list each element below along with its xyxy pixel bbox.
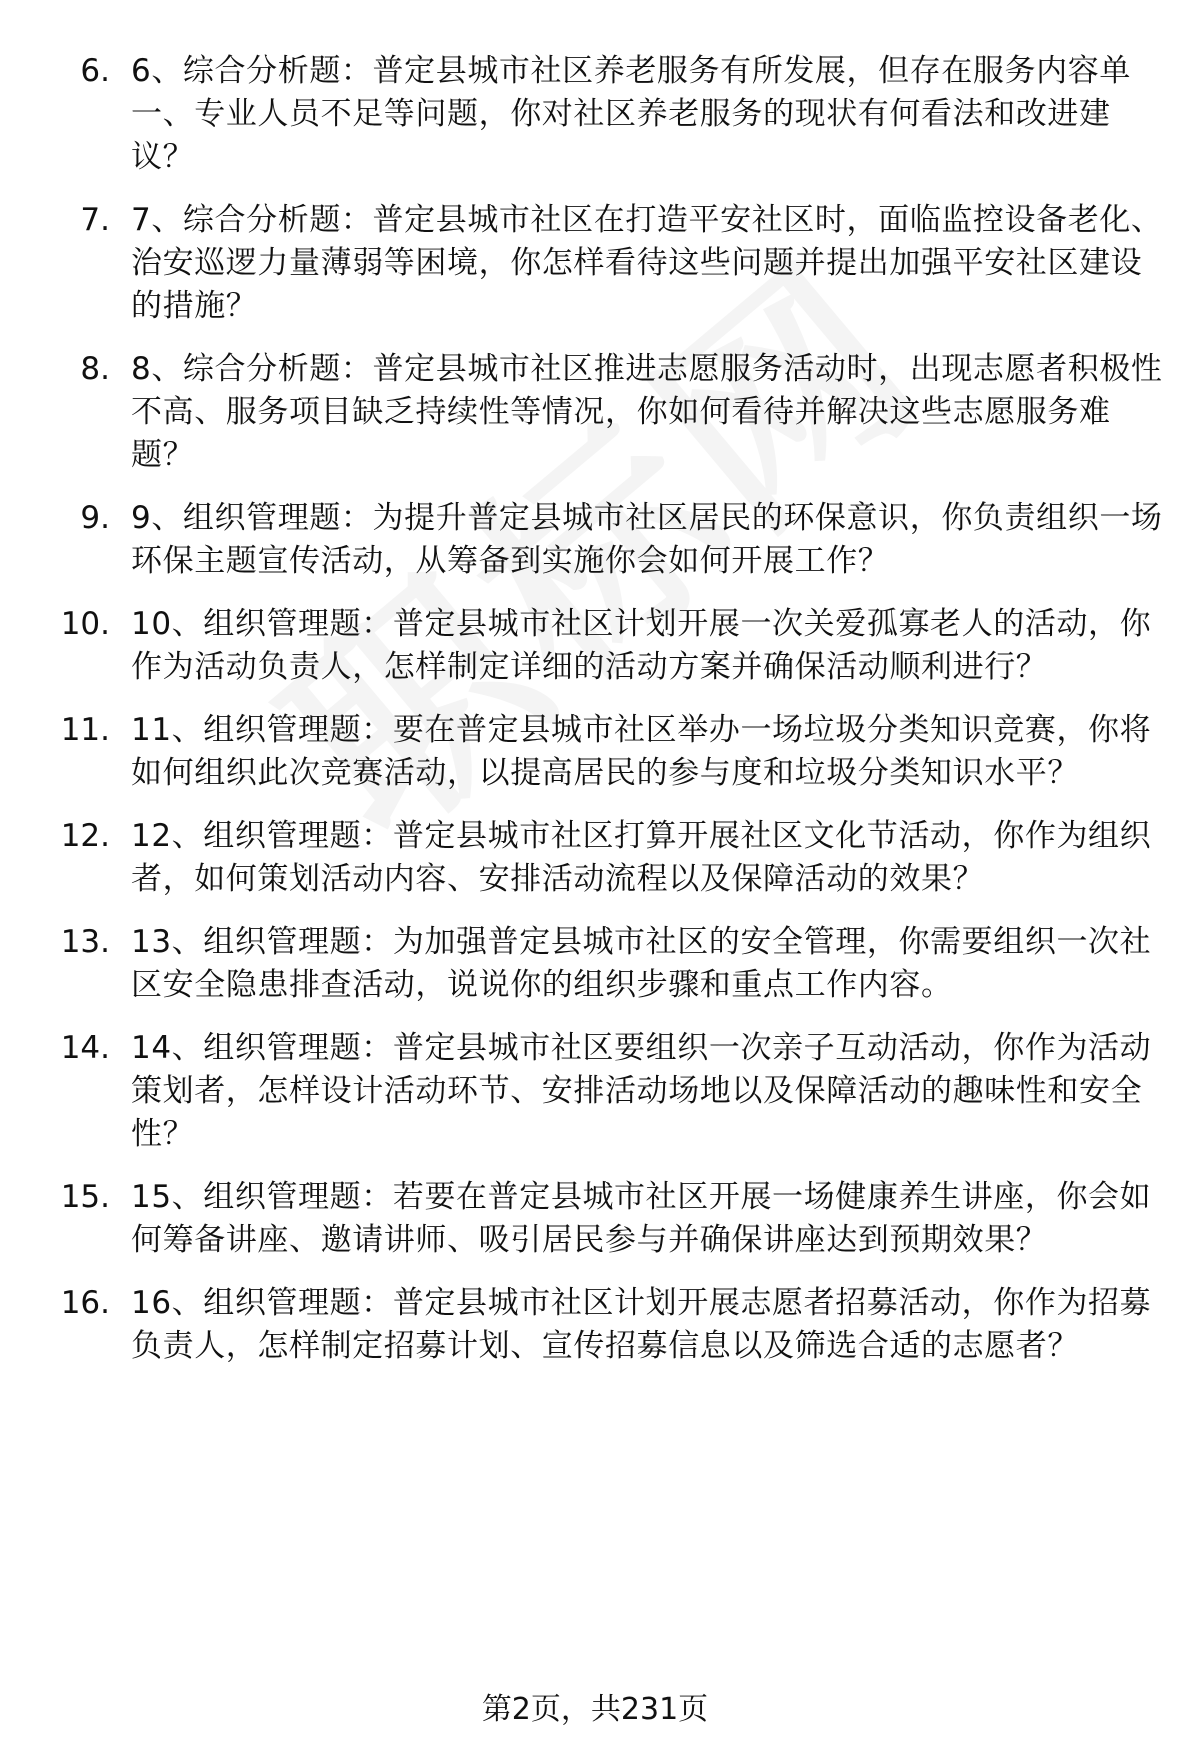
question-item-15 [0,1176,1190,1262]
question-item-12 [0,815,1190,901]
page-footer: 第2页，共231页 [481,1692,709,1727]
question-number: 14. [60,1030,110,1066]
question-text: 7、综合分析题：普定县城市社区在打造平安社区时，面临监控设备老化、治安巡逻力量薄弱等困境，你怎样看待这些问题并提出加强平安社区建设的措施？ [131,202,1163,324]
question-text: 14、组织管理题：普定县城市社区要组织一次亲子互动活动，你作为活动策划者，怎样设计活动环节、安排活动场地以及保障活动的趣味性和安全性？ [131,1030,1152,1152]
question-number: 8. [80,351,110,387]
question-text: 16、组织管理题：普定县城市社区计划开展志愿者招募活动，你作为招募负责人，怎样制定招募计划、宣传招募信息以及筛选合适的志愿者？ [131,1285,1152,1364]
question-text: 13、组织管理题：为加强普定县城市社区的安全管理，你需要组织一次社区安全隐患排查活动，说说你的组织步骤和重点工作内容。 [131,924,1152,1003]
question-item-8 [0,348,1190,477]
question-list [0,50,1190,1388]
question-item-16 [0,1282,1190,1368]
question-number: 13. [60,924,110,960]
question-text: 11、组织管理题：要在普定县城市社区举办一场垃圾分类知识竞赛，你将如何组织此次竞赛活动，以提高居民的参与度和垃圾分类知识水平？ [131,712,1152,791]
question-text: 9、组织管理题：为提升普定县城市社区居民的环保意识，你负责组织一场环保主题宣传活动，从筹备到实施你会如何开展工作？ [131,500,1163,579]
question-item-14 [0,1027,1190,1156]
question-text: 8、综合分析题：普定县城市社区推进志愿服务活动时，出现志愿者积极性不高、服务项目缺乏持续性等情况，你如何看待并解决这些志愿服务难题？ [131,351,1163,473]
question-number: 15. [60,1179,110,1215]
question-number: 12. [60,818,110,854]
question-number: 10. [60,606,110,642]
question-number: 11. [60,712,110,748]
question-item-10 [0,603,1190,689]
question-number: 16. [60,1285,110,1321]
question-item-7 [0,199,1190,328]
question-text: 6、综合分析题：普定县城市社区养老服务有所发展，但存在服务内容单一、专业人员不足等问题，你对社区养老服务的现状有何看法和改进建议？ [131,53,1131,175]
question-text: 15、组织管理题：若要在普定县城市社区开展一场健康养生讲座，你会如何筹备讲座、邀请讲师、吸引居民参与并确保讲座达到预期效果？ [131,1179,1152,1258]
question-item-9 [0,497,1190,583]
question-item-6 [0,50,1190,179]
question-text: 10、组织管理题：普定县城市社区计划开展一次关爱孤寡老人的活动，你作为活动负责人，怎样制定详细的活动方案并确保活动顺利进行？ [131,606,1152,685]
question-item-13 [0,921,1190,1007]
question-number: 6. [80,53,110,89]
question-text: 12、组织管理题：普定县城市社区打算开展社区文化节活动，你作为组织者，如何策划活动内容、安排活动流程以及保障活动的效果？ [131,818,1152,897]
question-number: 9. [80,500,110,536]
question-number: 7. [80,202,110,238]
question-item-11 [0,709,1190,795]
